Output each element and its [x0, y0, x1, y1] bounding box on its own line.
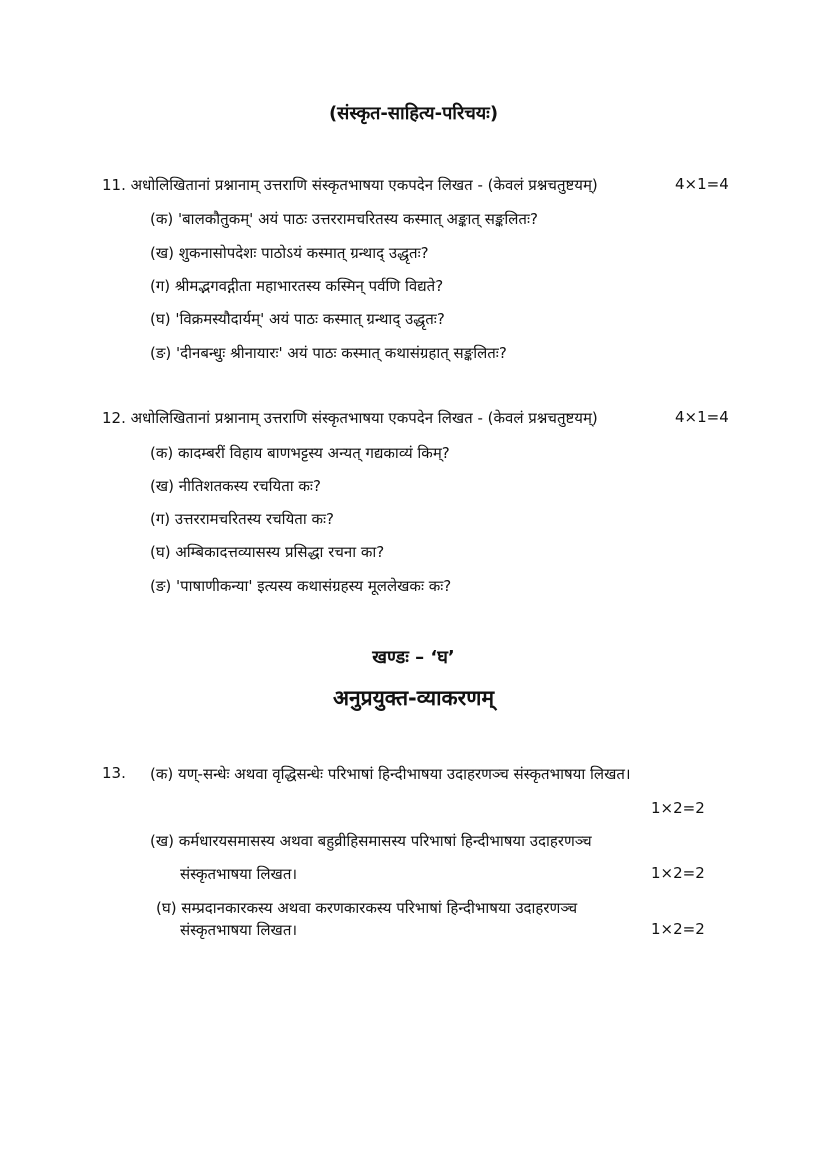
- question-11-marks: 4×1=4: [675, 175, 729, 193]
- question-11-item-ka: (क) 'बालकौतुकम्' अयं पाठः उत्तररामचरितस्य कस्मात् अङ्कात् सङ्कलितः?: [150, 210, 538, 228]
- question-13-part-gha-line2: संस्कृतभाषया लिखत।: [180, 921, 298, 939]
- question-13-part-kha-marks: 1×2=2: [651, 864, 705, 882]
- question-12-instruction: [102, 408, 598, 428]
- question-12-item-kha: (ख) नीतिशतकस्य रचयिता कः?: [150, 477, 321, 495]
- question-11-text: अधोलिखितानां प्रश्नानाम् उत्तराणि संस्कृतभाषया एकपदेन लिखत - (केवलं प्रश्नचतुष्टयम्): [130, 176, 598, 194]
- question-11-item-kha: (ख) शुकनासोपदेशः पाठोऽयं कस्मात् ग्रन्थाद् उद्धृतः?: [150, 244, 429, 262]
- section-title-khanda-gha: खण्डः – ‘घ’: [372, 647, 455, 668]
- section-subtitle-vyakaranam: अनुप्रयुक्त-व्याकरणम्: [332, 686, 495, 710]
- question-13-number: 13.: [102, 764, 126, 782]
- question-13-part-gha-line1: (घ) सम्प्रदानकारकस्य अथवा करणकारकस्य परिभाषां हिन्दीभाषया उदाहरणञ्च: [156, 899, 578, 917]
- question-12-text: अधोलिखितानां प्रश्नानाम् उत्तराणि संस्कृतभाषया एकपदेन लिखत - (केवलं प्रश्नचतुष्टयम्): [130, 409, 598, 427]
- question-12-number: 12.: [102, 409, 126, 427]
- question-13-part-ka-line1: (क) यण्-सन्धेः अथवा वृद्धिसन्धेः परिभाषां हिन्दीभाषया उदाहरणञ्च संस्कृतभाषया लिखत।: [150, 765, 631, 783]
- question-12-item-ka: (क) कादम्बरीं विहाय बाणभट्टस्य अन्यत् गद्यकाव्यं किम्?: [150, 444, 450, 462]
- question-12-item-gha: (घ) अम्बिकादत्तव्यासस्य प्रसिद्धा रचना का?: [150, 543, 385, 561]
- section-title-sahitya-parichay: (संस्कृत-साहित्य-परिचयः): [328, 103, 499, 124]
- question-11-item-ga: (ग) श्रीमद्भगवद्गीता महाभारतस्य कस्मिन् पर्वणि विद्यते?: [150, 277, 444, 295]
- question-12-item-nga: (ङ) 'पाषाणीकन्या' इत्यस्य कथासंग्रहस्य मूललेखकः कः?: [150, 577, 452, 595]
- question-13-part-kha-line1: (ख) कर्मधारयसमासस्य अथवा बहुव्रीहिसमासस्य परिभाषां हिन्दीभाषया उदाहरणञ्च: [150, 832, 592, 850]
- question-11-item-nga: (ङ) 'दीनबन्धुः श्रीनायारः' अयं पाठः कस्मात् कथासंग्रहात् सङ्कलितः?: [150, 344, 507, 362]
- question-13-part-kha-line2: संस्कृतभाषया लिखत।: [180, 865, 298, 883]
- question-11-instruction: [102, 175, 598, 195]
- question-13-part-gha-marks: 1×2=2: [651, 920, 705, 938]
- question-12-item-ga: (ग) उत्तररामचरितस्य रचयिता कः?: [150, 510, 334, 528]
- question-11-item-gha: (घ) 'विक्रमस्यौदार्यम्' अयं पाठः कस्मात् ग्रन्थाद् उद्धृतः?: [150, 310, 445, 328]
- question-13-part-ka-marks: 1×2=2: [651, 799, 705, 817]
- question-11-number: 11.: [102, 176, 126, 194]
- question-12-marks: 4×1=4: [675, 408, 729, 426]
